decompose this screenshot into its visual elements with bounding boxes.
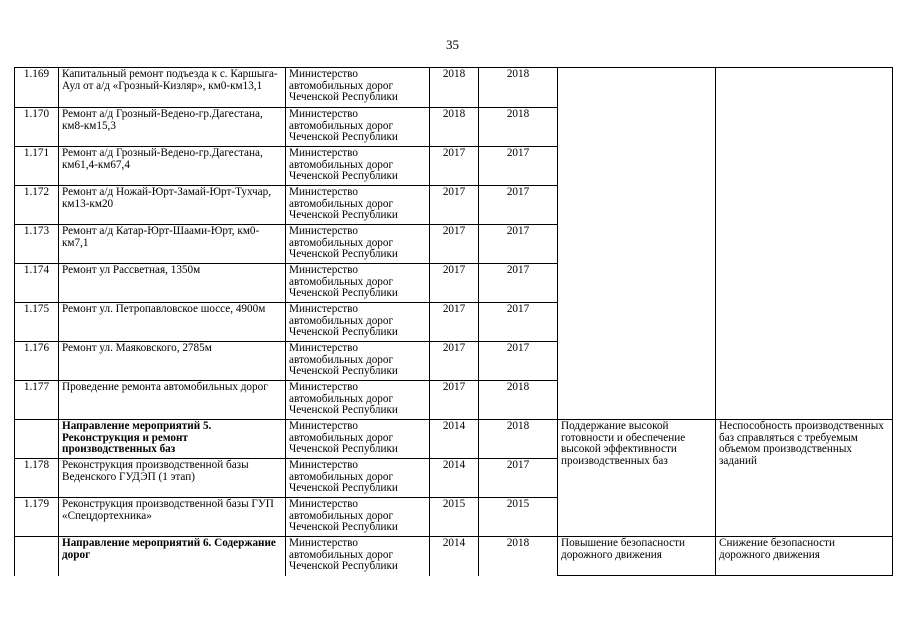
row-end-year: 2017 <box>479 225 558 264</box>
row-number: 1.172 <box>15 186 59 225</box>
table-row <box>15 537 893 576</box>
row-end-year: 2017 <box>479 186 558 225</box>
row-end-year: 2017 <box>479 264 558 303</box>
row-executor: Министерство автомобильных дорог Чеченской Республики <box>286 537 430 576</box>
row-start-year: 2017 <box>430 225 479 264</box>
row-end-year: 2018 <box>479 420 558 459</box>
row-end-year: 2017 <box>479 342 558 381</box>
row-start-year: 2018 <box>430 108 479 147</box>
row-executor: Министерство автомобильных дорог Чеченской Республики <box>286 186 430 225</box>
program-table <box>14 67 893 576</box>
section-heading: Направление мероприятий 6. Содержание дорог <box>59 537 286 576</box>
row-activity: Ремонт а/д Катар-Юрт-Шаами-Юрт, км0-км7,1 <box>59 225 286 264</box>
section-heading: Направление мероприятий 5. Реконструкция и ремонт производственных баз <box>59 420 286 459</box>
row-number: 1.176 <box>15 342 59 381</box>
row-activity: Ремонт ул Рассветная, 1350м <box>59 264 286 303</box>
row-executor: Министерство автомобильных дорог Чеченской Республики <box>286 459 430 498</box>
goal-cell: Поддержание высокой готовности и обеспечение высокой эффективности производственных баз <box>558 420 716 537</box>
row-start-year: 2014 <box>430 537 479 576</box>
row-start-year: 2017 <box>430 264 479 303</box>
row-start-year: 2017 <box>430 147 479 186</box>
row-end-year: 2017 <box>479 303 558 342</box>
row-end-year: 2018 <box>479 381 558 420</box>
row-number: 1.170 <box>15 108 59 147</box>
goal-cell-empty <box>558 68 716 420</box>
row-start-year: 2017 <box>430 342 479 381</box>
row-activity: Капитальный ремонт подъезда к с. Каршыга-Аул от а/д «Грозный-Кизляр», км0-км13,1 <box>59 68 286 108</box>
row-executor: Министерство автомобильных дорог Чеченской Республики <box>286 225 430 264</box>
row-number: 1.173 <box>15 225 59 264</box>
goal-cell: Повышение безопасности дорожного движения <box>558 537 716 576</box>
row-activity: Ремонт а/д Ножай-Юрт-Замай-Юрт-Тухчар, км13-км20 <box>59 186 286 225</box>
row-end-year: 2018 <box>479 68 558 108</box>
risk-cell-empty <box>716 68 893 420</box>
row-activity: Ремонт а/д Грозный-Ведено-гр.Дагестана, км61,4-км67,4 <box>59 147 286 186</box>
row-executor: Министерство автомобильных дорог Чеченской Республики <box>286 264 430 303</box>
risk-cell: Снижение безопасности дорожного движения <box>716 537 893 576</box>
row-activity: Реконструкция производственной базы Веденского ГУДЭП (1 этап) <box>59 459 286 498</box>
row-end-year: 2015 <box>479 498 558 537</box>
row-number <box>15 420 59 459</box>
row-end-year: 2017 <box>479 459 558 498</box>
risk-cell: Неспособность производственных баз справляться с требуемым объемом производственных заданий <box>716 420 893 537</box>
row-start-year: 2014 <box>430 459 479 498</box>
row-number: 1.175 <box>15 303 59 342</box>
row-executor: Министерство автомобильных дорог Чеченской Республики <box>286 381 430 420</box>
row-number: 1.169 <box>15 68 59 108</box>
row-activity: Ремонт ул. Петропавловское шоссе, 4900м <box>59 303 286 342</box>
row-activity: Реконструкция производственной базы ГУП «Спецдортехника» <box>59 498 286 537</box>
row-end-year: 2018 <box>479 108 558 147</box>
row-executor: Министерство автомобильных дорог Чеченской Республики <box>286 498 430 537</box>
row-end-year: 2018 <box>479 537 558 576</box>
row-number: 1.171 <box>15 147 59 186</box>
row-end-year: 2017 <box>479 147 558 186</box>
row-number <box>15 537 59 576</box>
row-start-year: 2014 <box>430 420 479 459</box>
row-executor: Министерство автомобильных дорог Чеченской Республики <box>286 147 430 186</box>
row-executor: Министерство автомобильных дорог Чеченской Республики <box>286 303 430 342</box>
row-number: 1.174 <box>15 264 59 303</box>
row-start-year: 2017 <box>430 186 479 225</box>
row-number: 1.178 <box>15 459 59 498</box>
row-activity: Проведение ремонта автомобильных дорог <box>59 381 286 420</box>
row-executor: Министерство автомобильных дорог Чеченской Республики <box>286 420 430 459</box>
row-activity: Ремонт ул. Маяковского, 2785м <box>59 342 286 381</box>
row-start-year: 2017 <box>430 381 479 420</box>
row-executor: Министерство автомобильных дорог Чеченской Республики <box>286 342 430 381</box>
row-start-year: 2015 <box>430 498 479 537</box>
row-executor: Министерство автомобильных дорог Чеченской Республики <box>286 68 430 108</box>
row-number: 1.177 <box>15 381 59 420</box>
table-row <box>15 68 893 108</box>
page-number: 35 <box>446 37 459 52</box>
row-activity: Ремонт а/д Грозный-Ведено-гр.Дагестана, км8-км15,3 <box>59 108 286 147</box>
row-number: 1.179 <box>15 498 59 537</box>
row-start-year: 2017 <box>430 303 479 342</box>
row-start-year: 2018 <box>430 68 479 108</box>
table-row <box>15 420 893 459</box>
row-executor: Министерство автомобильных дорог Чеченской Республики <box>286 108 430 147</box>
